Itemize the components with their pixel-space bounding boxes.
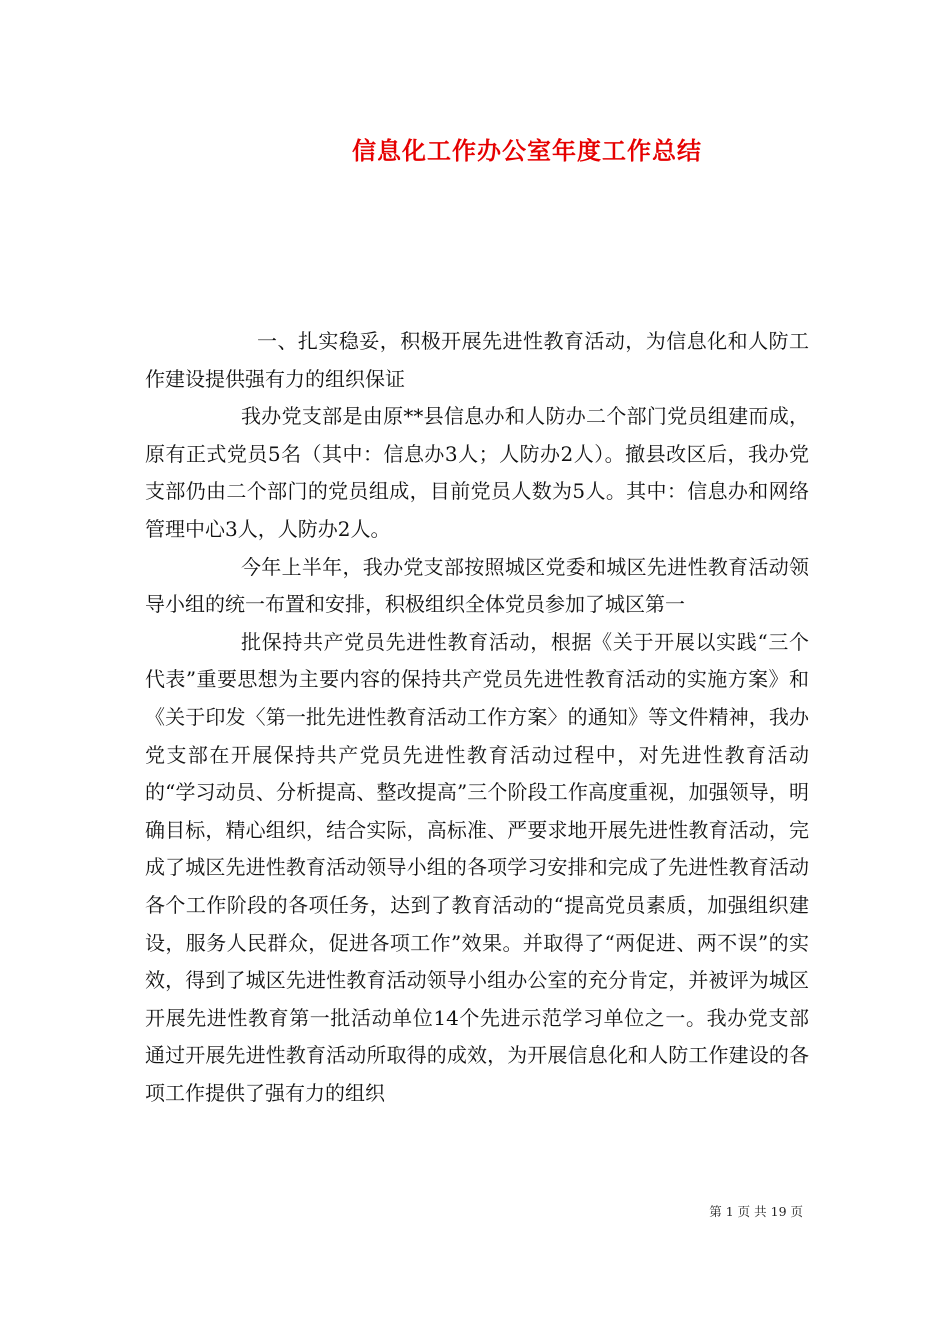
body-paragraph: 我办党支部是由原**县信息办和人防办二个部门党员组建而成，原有正式党员5名（其中：信息办3人；人防办2人）。撤县改区后，我办党支部仍由二个部门的党员组成，目前党员人数为5人。其中：信息办和网络管理中心3人，人防办2人。	[145, 404, 809, 541]
body-paragraph: 批保持共产党员先进性教育活动，根据《关于开展以实践“三个代表”重要思想为主要内容的保持共产党员先进性教育活动的实施方案》和《关于印发〈第一批先进性教育活动工作方案〉的通知》等文件精神，我办党支部在开展保持共产党员先进性教育活动过程中，对先进性教育活动的“学习动员、分析提高、整改提高”三个阶段工作高度重视，加强领导，明确目标，精心组织，结合实际，高标准、严要求地开展先进性教育活动，完成了城区先进性教育活动领导小组的各项学习安排和完成了先进性教育活动各个工作阶段的各项任务，达到了教育活动的“提高党员素质，加强组织建设，服务人民群众，促进各项工作”效果。并取得了“两促进、两不误”的实效，得到了城区先进性教育活动领导小组办公室的充分肯定，并被评为城区开展先进性教育第一批活动单位14个先进示范学习单位之一。我办党支部通过开展先进性教育活动所取得的成效，为开展信息化和人防工作建设的各项工作提供了强有力的组织	[145, 629, 809, 1105]
document-title: 信息化工作办公室年度工作总结	[352, 136, 702, 165]
page-number: 第 1 页 共 19 页	[709, 1204, 803, 1219]
document-body	[145, 323, 809, 1112]
section-heading-paragraph: 一、扎实稳妥，积极开展先进性教育活动，为信息化和人防工作建设提供强有力的组织保证	[145, 329, 809, 391]
body-paragraph: 今年上半年，我办党支部按照城区党委和城区先进性教育活动领导小组的统一布置和安排，积极组织全体党员参加了城区第一	[145, 554, 809, 617]
